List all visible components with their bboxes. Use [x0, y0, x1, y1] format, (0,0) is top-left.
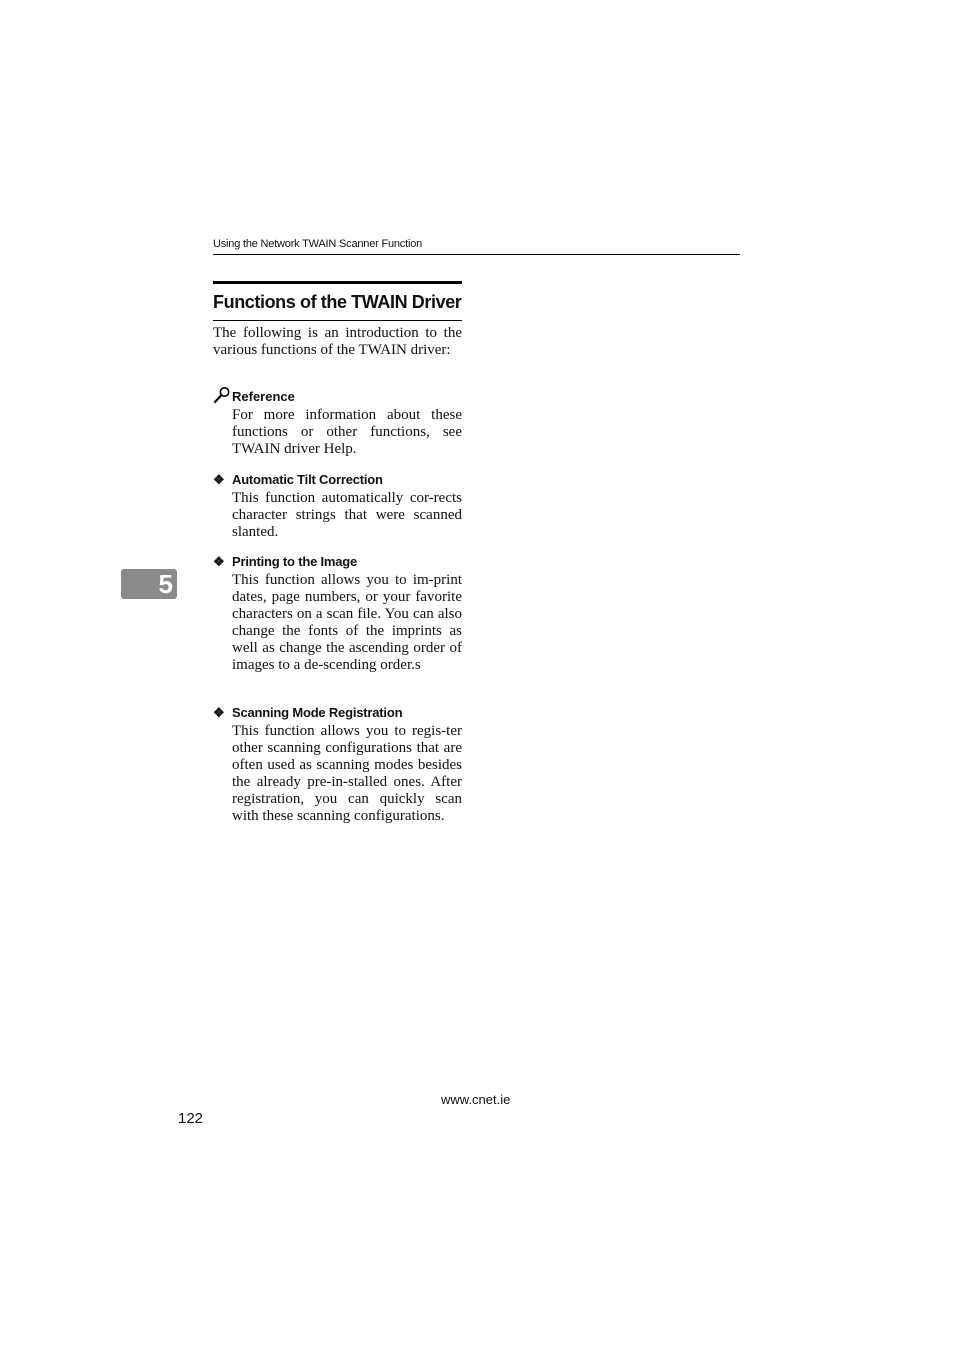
diamond-bullet-icon: ❖ — [213, 554, 225, 569]
chapter-tab — [121, 569, 177, 599]
section-heading-label: Printing to the Image — [232, 554, 358, 569]
magnifier-icon — [213, 386, 231, 404]
diamond-bullet-icon: ❖ — [213, 472, 225, 487]
reference-text: For more information about these functions or other functions, see TWAIN driver Help. — [232, 407, 462, 457]
section-heading-label: Scanning Mode Registration — [232, 705, 403, 720]
section-text: This function automatically cor-rects character strings that were scanned slanted. — [232, 490, 462, 540]
intro-paragraph: The following is an introduction to the various functions of the TWAIN driver: — [213, 325, 462, 358]
heading-scanning-mode-registration — [213, 705, 462, 723]
diamond-bullet-icon: ❖ — [213, 705, 225, 720]
heading-printing-to-the-image — [213, 554, 462, 572]
section-title: Functions of the TWAIN Driver — [213, 281, 462, 321]
section-heading-label: Automatic Tilt Correction — [232, 472, 383, 487]
chapter-number: 5 — [158, 569, 173, 599]
section-text: This function allows you to im-print dates, page numbers, or your favorite characters on a scan file. You can also change the fonts of the imprints as well as change the ascending order of images to a de-scending order.s — [232, 572, 462, 673]
section-text: This function allows you to regis-ter other scanning configurations that are often used as scanning modes besides the already pre-in-stalled ones. After registration, you can quickly scan with these scanning configurations. — [232, 723, 462, 824]
reference-label: Reference — [232, 389, 295, 404]
footer-url: www.cnet.ie — [441, 1092, 511, 1107]
running-head: Using the Network TWAIN Scanner Function — [213, 237, 740, 255]
page-number: 122 — [178, 1110, 204, 1127]
heading-automatic-tilt-correction — [213, 472, 462, 490]
reference-heading — [213, 386, 462, 406]
